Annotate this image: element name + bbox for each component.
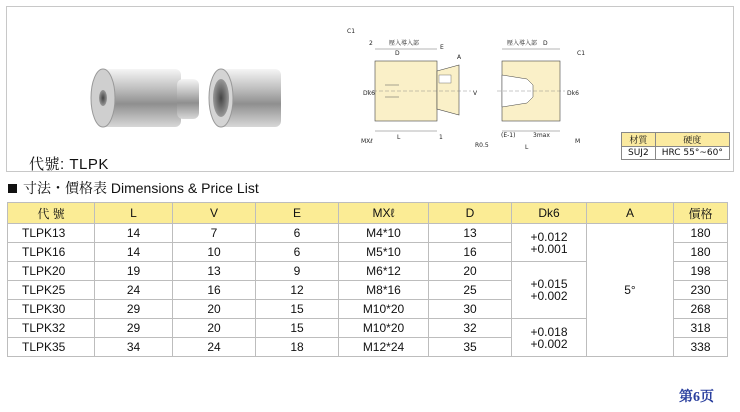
cell-mxl: M5*10 [339, 243, 429, 262]
cell-code: TLPK25 [8, 281, 95, 300]
col-d: D [429, 203, 512, 224]
dim-bushing-press-section: 壓入導入部 [507, 40, 538, 47]
cell-v: 13 [173, 262, 256, 281]
col-v: V [173, 203, 256, 224]
cell-e: 18 [256, 338, 339, 357]
cell-d: 35 [429, 338, 512, 357]
dim-dk6: Dk6 [363, 90, 375, 97]
cell-v: 10 [173, 243, 256, 262]
dim-3max: 3max [533, 132, 550, 139]
product-figure-panel [6, 6, 734, 172]
hardness-header: 硬度 [655, 133, 729, 147]
col-a: A [587, 203, 674, 224]
cell-mxl: M10*20 [339, 319, 429, 338]
dim-a: A [457, 54, 462, 61]
dim-1: 1 [439, 134, 443, 141]
col-mxl: MXℓ [339, 203, 429, 224]
cell-d: 25 [429, 281, 512, 300]
cell-code: TLPK20 [8, 262, 95, 281]
dk6-upper: +0.015 [530, 277, 568, 291]
cell-angle: 5° [587, 224, 674, 357]
cell-l: 29 [95, 319, 173, 338]
dim-e: E [440, 44, 444, 51]
cell-v: 20 [173, 319, 256, 338]
table-header-row [8, 203, 728, 224]
cell-l: 14 [95, 243, 173, 262]
dim-v: V [473, 90, 478, 97]
cell-e: 6 [256, 243, 339, 262]
cell-e: 15 [256, 300, 339, 319]
dim-press-section: 壓入導入部 [389, 40, 420, 47]
cell-e: 15 [256, 319, 339, 338]
dim-2: 2 [369, 40, 373, 47]
cell-l: 14 [95, 224, 173, 243]
cell-d: 16 [429, 243, 512, 262]
cell-l: 24 [95, 281, 173, 300]
dim-bushing-dk6: Dk6 [567, 90, 579, 97]
product-code: 代號: TLPK [29, 156, 109, 173]
section-title-text: 寸法・價格表 Dimensions & Price List [23, 180, 259, 196]
dk6-upper: +0.018 [530, 324, 568, 339]
cell-price: 198 [674, 262, 728, 281]
dim-l: L [397, 134, 401, 141]
cell-v: 16 [173, 281, 256, 300]
dk6-upper: +0.012 [530, 229, 568, 244]
cell-price: 180 [674, 243, 728, 262]
col-e: E [256, 203, 339, 224]
cell-e: 12 [256, 281, 339, 300]
dk6-lower: +0.002 [530, 336, 568, 351]
dk6-lower: +0.002 [530, 289, 568, 303]
cell-d: 20 [429, 262, 512, 281]
dim-r05: R0.5 [475, 142, 489, 149]
technical-drawing [337, 19, 617, 167]
cell-d: 32 [429, 319, 512, 338]
cell-code: TLPK30 [8, 300, 95, 319]
cell-d: 13 [429, 224, 512, 243]
cell-mxl: M10*20 [339, 300, 429, 319]
cell-price: 180 [674, 224, 728, 243]
dk6-lower: +0.001 [530, 241, 568, 256]
price-table [7, 202, 728, 357]
cell-d: 30 [429, 300, 512, 319]
cell-e: 9 [256, 262, 339, 281]
cell-mxl: M6*12 [339, 262, 429, 281]
cell-dk6-group-3 [512, 319, 587, 357]
cell-mxl: M8*16 [339, 281, 429, 300]
cell-v: 7 [173, 224, 256, 243]
dim-e-minus-1: (E-1) [501, 132, 516, 139]
dim-d: D [395, 50, 400, 57]
cell-v: 20 [173, 300, 256, 319]
cell-dk6-group-2 [512, 262, 587, 319]
cell-l: 29 [95, 300, 173, 319]
bushing-drawing [497, 39, 585, 151]
material-value: SUJ2 [622, 147, 656, 160]
section-title [8, 178, 259, 198]
material-header: 材質 [622, 133, 656, 147]
material-table [621, 132, 730, 160]
dim-bushing-d: D [543, 40, 548, 47]
dim-bushing-l: L [525, 144, 529, 151]
dim-mxl: MXℓ [361, 138, 373, 145]
bushing-part [209, 69, 281, 127]
cell-mxl: M4*10 [339, 224, 429, 243]
cell-code: TLPK35 [8, 338, 95, 357]
cell-code: TLPK32 [8, 319, 95, 338]
cell-code: TLPK13 [8, 224, 95, 243]
cell-price: 268 [674, 300, 728, 319]
cell-price: 318 [674, 319, 728, 338]
page-number: 第6页 [679, 390, 714, 405]
dim-c1: C1 [347, 28, 356, 35]
table-row [8, 224, 728, 243]
cell-dk6-group-1 [512, 224, 587, 262]
cell-l: 19 [95, 262, 173, 281]
dim-bushing-c1: C1 [577, 50, 586, 57]
cell-l: 34 [95, 338, 173, 357]
cell-price: 230 [674, 281, 728, 300]
dim-m: M [575, 138, 581, 145]
product-photo [77, 49, 317, 139]
col-price: 價格 [674, 203, 728, 224]
cell-price: 338 [674, 338, 728, 357]
cell-v: 24 [173, 338, 256, 357]
col-code: 代 號 [8, 203, 95, 224]
bullet-square-icon [8, 184, 17, 193]
col-dk6: Dk6 [512, 203, 587, 224]
cell-e: 6 [256, 224, 339, 243]
cell-code: TLPK16 [8, 243, 95, 262]
pin-part [91, 69, 199, 127]
hardness-value: HRC 55°~60° [655, 147, 729, 160]
pin-drawing [347, 28, 489, 149]
cell-mxl: M12*24 [339, 338, 429, 357]
col-l: L [95, 203, 173, 224]
